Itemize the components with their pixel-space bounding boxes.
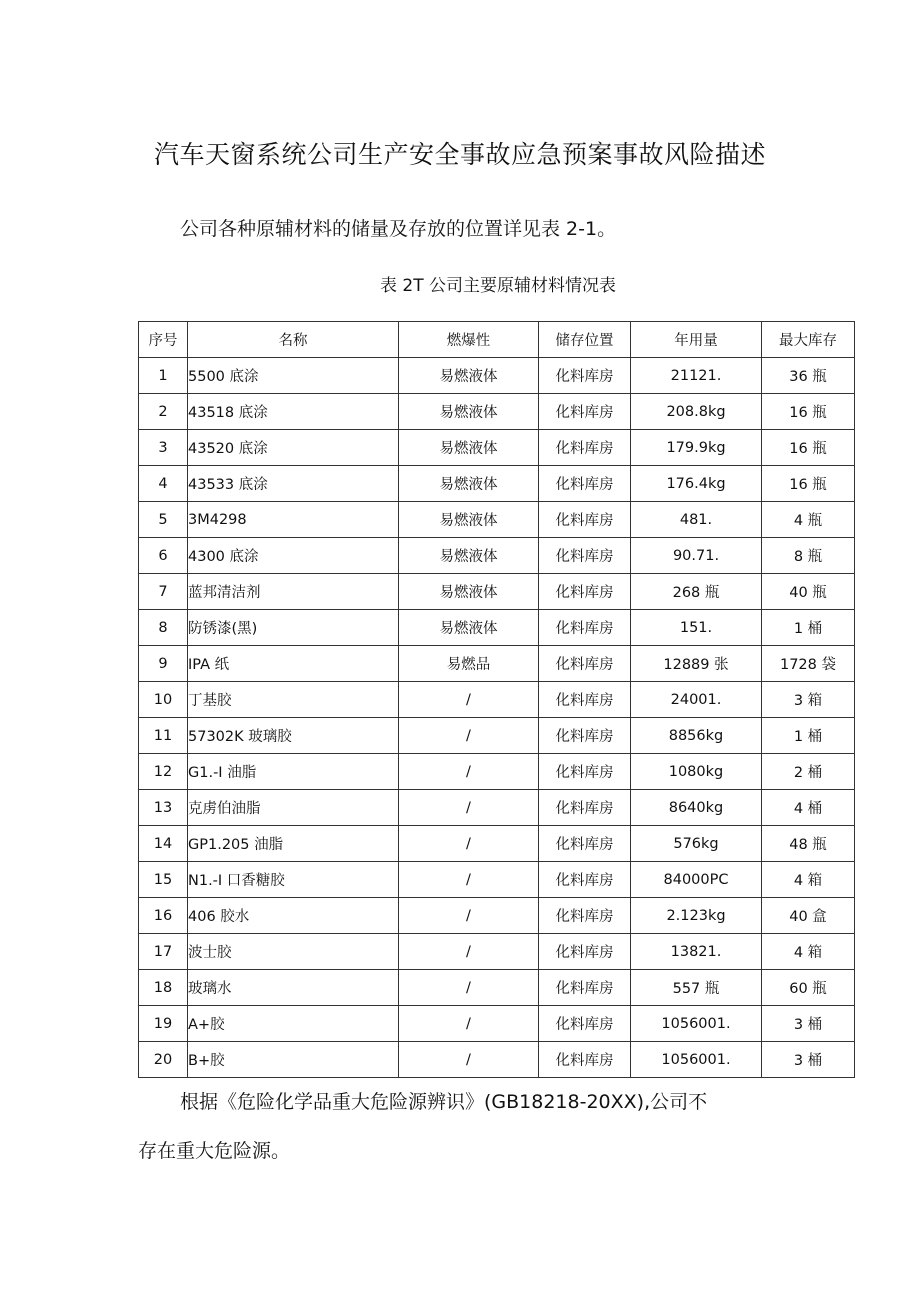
cell-max-stock: 2 桶	[762, 754, 855, 790]
cell-name: 蓝邦清洁剂	[188, 574, 399, 610]
cell-name: G1.-I 油脂	[188, 754, 399, 790]
cell-no: 17	[139, 934, 188, 970]
cell-max-stock: 3 箱	[762, 682, 855, 718]
cell-no: 1	[139, 358, 188, 394]
header-location: 储存位置	[539, 322, 631, 358]
table-row	[139, 502, 855, 538]
cell-annual-usage: 1056001.	[631, 1006, 762, 1042]
cell-location: 化料库房	[539, 430, 631, 466]
cell-flammability: /	[399, 862, 539, 898]
table-row	[139, 358, 855, 394]
cell-annual-usage: 151.	[631, 610, 762, 646]
table-row	[139, 574, 855, 610]
table-row	[139, 970, 855, 1006]
cell-max-stock: 1728 袋	[762, 646, 855, 682]
cell-flammability: /	[399, 826, 539, 862]
cell-location: 化料库房	[539, 610, 631, 646]
cell-location: 化料库房	[539, 682, 631, 718]
table-row	[139, 682, 855, 718]
cell-annual-usage: 176.4kg	[631, 466, 762, 502]
cell-no: 16	[139, 898, 188, 934]
cell-name: 克虏伯油脂	[188, 790, 399, 826]
cell-no: 11	[139, 718, 188, 754]
cell-annual-usage: 1080kg	[631, 754, 762, 790]
cell-annual-usage: 557 瓶	[631, 970, 762, 1006]
cell-location: 化料库房	[539, 934, 631, 970]
cell-flammability: 易燃液体	[399, 394, 539, 430]
cell-annual-usage: 2.123kg	[631, 898, 762, 934]
cell-max-stock: 36 瓶	[762, 358, 855, 394]
cell-annual-usage: 179.9kg	[631, 430, 762, 466]
cell-location: 化料库房	[539, 358, 631, 394]
cell-flammability: 易燃品	[399, 646, 539, 682]
cell-annual-usage: 13821.	[631, 934, 762, 970]
cell-no: 3	[139, 430, 188, 466]
cell-flammability: /	[399, 970, 539, 1006]
cell-flammability: /	[399, 682, 539, 718]
cell-location: 化料库房	[539, 970, 631, 1006]
table-row	[139, 754, 855, 790]
table-row	[139, 1006, 855, 1042]
cell-max-stock: 16 瓶	[762, 430, 855, 466]
table-row	[139, 862, 855, 898]
cell-flammability: /	[399, 790, 539, 826]
table-row	[139, 934, 855, 970]
page-title: 汽车天窗系统公司生产安全事故应急预案事故风险描述	[153, 140, 766, 169]
cell-location: 化料库房	[539, 790, 631, 826]
header-annual-usage: 年用量	[631, 322, 762, 358]
cell-flammability: 易燃液体	[399, 502, 539, 538]
cell-annual-usage: 1056001.	[631, 1042, 762, 1078]
cell-name: 57302K 玻璃胶	[188, 718, 399, 754]
cell-name: 玻璃水	[188, 970, 399, 1006]
table-row	[139, 466, 855, 502]
cell-name: 防锈漆(黑)	[188, 610, 399, 646]
cell-max-stock: 3 桶	[762, 1042, 855, 1078]
cell-max-stock: 40 瓶	[762, 574, 855, 610]
cell-max-stock: 48 瓶	[762, 826, 855, 862]
cell-name: 5500 底涂	[188, 358, 399, 394]
cell-name: IPA 纸	[188, 646, 399, 682]
cell-flammability: 易燃液体	[399, 538, 539, 574]
cell-location: 化料库房	[539, 862, 631, 898]
cell-no: 4	[139, 466, 188, 502]
cell-location: 化料库房	[539, 394, 631, 430]
cell-location: 化料库房	[539, 1042, 631, 1078]
table-row	[139, 430, 855, 466]
intro-paragraph: 公司各种原辅材料的储量及存放的位置详见表 2-1。	[180, 218, 617, 240]
cell-location: 化料库房	[539, 1006, 631, 1042]
cell-annual-usage: 24001.	[631, 682, 762, 718]
cell-no: 13	[139, 790, 188, 826]
header-max-stock: 最大库存	[762, 322, 855, 358]
cell-location: 化料库房	[539, 826, 631, 862]
cell-flammability: 易燃液体	[399, 574, 539, 610]
table-row	[139, 1042, 855, 1078]
cell-no: 10	[139, 682, 188, 718]
cell-name: 4300 底涂	[188, 538, 399, 574]
header-name: 名称	[188, 322, 399, 358]
cell-no: 8	[139, 610, 188, 646]
cell-max-stock: 8 瓶	[762, 538, 855, 574]
table-row	[139, 538, 855, 574]
cell-annual-usage: 90.71.	[631, 538, 762, 574]
cell-no: 18	[139, 970, 188, 1006]
cell-flammability: 易燃液体	[399, 466, 539, 502]
cell-location: 化料库房	[539, 898, 631, 934]
cell-max-stock: 60 瓶	[762, 970, 855, 1006]
cell-name: 丁基胶	[188, 682, 399, 718]
cell-name: B+胶	[188, 1042, 399, 1078]
cell-annual-usage: 12889 张	[631, 646, 762, 682]
table-row	[139, 646, 855, 682]
table-caption: 表 2T 公司主要原辅材料情况表	[379, 276, 616, 296]
cell-no: 12	[139, 754, 188, 790]
table-header-row	[139, 322, 855, 358]
cell-name: 3M4298	[188, 502, 399, 538]
cell-location: 化料库房	[539, 502, 631, 538]
cell-no: 9	[139, 646, 188, 682]
cell-name: 43518 底涂	[188, 394, 399, 430]
conclusion-line-2: 存在重大危险源。	[138, 1140, 291, 1162]
cell-no: 5	[139, 502, 188, 538]
header-flammability: 燃爆性	[399, 322, 539, 358]
cell-annual-usage: 8856kg	[631, 718, 762, 754]
cell-no: 20	[139, 1042, 188, 1078]
table-row	[139, 610, 855, 646]
cell-annual-usage: 268 瓶	[631, 574, 762, 610]
table-row	[139, 718, 855, 754]
cell-max-stock: 1 桶	[762, 718, 855, 754]
materials-table	[138, 321, 855, 1078]
table-body	[139, 358, 855, 1078]
cell-flammability: 易燃液体	[399, 430, 539, 466]
cell-annual-usage: 208.8kg	[631, 394, 762, 430]
cell-annual-usage: 84000PC	[631, 862, 762, 898]
cell-no: 15	[139, 862, 188, 898]
table-row	[139, 898, 855, 934]
conclusion-line-1: 根据《危险化学品重大危险源辨识》(GB18218-20XX),公司不	[180, 1091, 708, 1113]
cell-flammability: 易燃液体	[399, 610, 539, 646]
cell-max-stock: 4 桶	[762, 790, 855, 826]
cell-name: 波士胶	[188, 934, 399, 970]
cell-flammability: 易燃液体	[399, 358, 539, 394]
cell-max-stock: 4 瓶	[762, 502, 855, 538]
cell-annual-usage: 21121.	[631, 358, 762, 394]
cell-flammability: /	[399, 1042, 539, 1078]
cell-flammability: /	[399, 718, 539, 754]
cell-flammability: /	[399, 754, 539, 790]
cell-max-stock: 4 箱	[762, 934, 855, 970]
cell-location: 化料库房	[539, 538, 631, 574]
cell-annual-usage: 576kg	[631, 826, 762, 862]
cell-annual-usage: 481.	[631, 502, 762, 538]
cell-location: 化料库房	[539, 718, 631, 754]
cell-max-stock: 1 桶	[762, 610, 855, 646]
cell-max-stock: 16 瓶	[762, 394, 855, 430]
cell-no: 14	[139, 826, 188, 862]
cell-location: 化料库房	[539, 574, 631, 610]
cell-name: A+胶	[188, 1006, 399, 1042]
cell-max-stock: 4 箱	[762, 862, 855, 898]
conclusion-paragraph	[138, 1087, 738, 1166]
cell-name: GP1.205 油脂	[188, 826, 399, 862]
cell-no: 6	[139, 538, 188, 574]
cell-max-stock: 16 瓶	[762, 466, 855, 502]
cell-no: 19	[139, 1006, 188, 1042]
cell-name: N1.-I 口香糖胶	[188, 862, 399, 898]
cell-no: 7	[139, 574, 188, 610]
table-row	[139, 826, 855, 862]
table-row	[139, 790, 855, 826]
cell-name: 43520 底涂	[188, 430, 399, 466]
cell-flammability: /	[399, 898, 539, 934]
cell-name: 406 胶水	[188, 898, 399, 934]
cell-location: 化料库房	[539, 466, 631, 502]
cell-max-stock: 3 桶	[762, 1006, 855, 1042]
cell-flammability: /	[399, 934, 539, 970]
cell-no: 2	[139, 394, 188, 430]
cell-flammability: /	[399, 1006, 539, 1042]
cell-annual-usage: 8640kg	[631, 790, 762, 826]
table-row	[139, 394, 855, 430]
cell-max-stock: 40 盒	[762, 898, 855, 934]
cell-location: 化料库房	[539, 754, 631, 790]
header-no: 序号	[139, 322, 188, 358]
cell-location: 化料库房	[539, 646, 631, 682]
cell-name: 43533 底涂	[188, 466, 399, 502]
